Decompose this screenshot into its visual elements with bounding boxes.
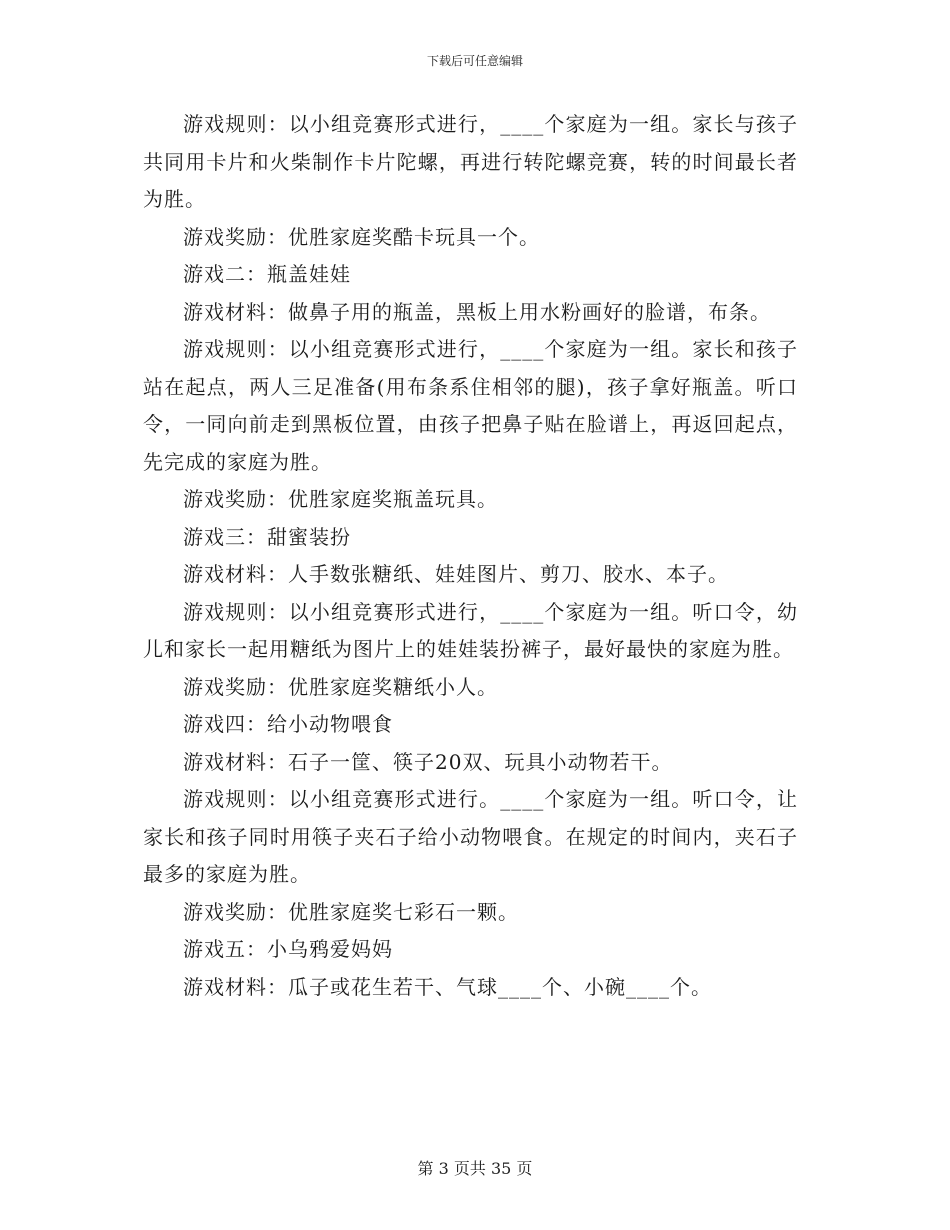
paragraph: 游戏材料：瓜子或花生若干、气球____个、小碗____个。 xyxy=(183,974,712,999)
paragraph: 游戏规则：以小组竞赛形式进行，____个家庭为一组。家长和孩子站在起点，两人三足准备(用布条系住相邻的腿)，孩子拿好瓶盖。听口令，一同向前走到黑板位置，由孩子把鼻子贴在脸谱上，再返回起点，先完成的家庭为胜。 xyxy=(143,337,798,474)
paragraph: 游戏奖励：优胜家庭奖酷卡玩具一个。 xyxy=(183,224,540,249)
document-body xyxy=(143,106,798,1006)
section-heading: 游戏五：小乌鸦爱妈妈 xyxy=(183,937,393,961)
paragraph: 游戏奖励：优胜家庭奖瓶盖玩具。 xyxy=(183,487,498,511)
paragraph: 游戏奖励：优胜家庭奖七彩石一颗。 xyxy=(183,899,519,924)
paragraph: 游戏材料：石子一筐、筷子20双、玩具小动物若干。 xyxy=(183,749,673,774)
paragraph: 游戏规则：以小组竞赛形式进行，____个家庭为一组。听口令，幼儿和家长一起用糖纸为图片上的娃娃装扮裤子，最好最快的家庭为胜。 xyxy=(143,599,798,661)
paragraph: 游戏奖励：优胜家庭奖糖纸小人。 xyxy=(183,674,498,699)
paragraph: 游戏材料：做鼻子用的瓶盖，黑板上用水粉画好的脸谱，布条。 xyxy=(183,299,771,324)
page-footer: 第 3 页共 35 页 xyxy=(417,1159,533,1178)
paragraph: 游戏规则：以小组竞赛形式进行，____个家庭为一组。家长与孩子共同用卡片和火柴制作卡片陀螺，再进行转陀螺竞赛，转的时间最长者为胜。 xyxy=(143,112,798,211)
section-heading: 游戏三：甜蜜装扮 xyxy=(183,524,351,549)
paragraph: 游戏规则：以小组竞赛形式进行。____个家庭为一组。听口令，让家长和孩子同时用筷子夹石子给小动物喂食。在规定的时间内，夹石子最多的家庭为胜。 xyxy=(143,787,798,886)
page-header: 下载后可任意编辑 xyxy=(426,54,523,68)
section-heading: 游戏二：瓶盖娃娃 xyxy=(183,262,351,286)
section-heading: 游戏四：给小动物喂食 xyxy=(183,712,393,736)
paragraph: 游戏材料：人手数张糖纸、娃娃图片、剪刀、胶水、本子。 xyxy=(183,562,729,586)
